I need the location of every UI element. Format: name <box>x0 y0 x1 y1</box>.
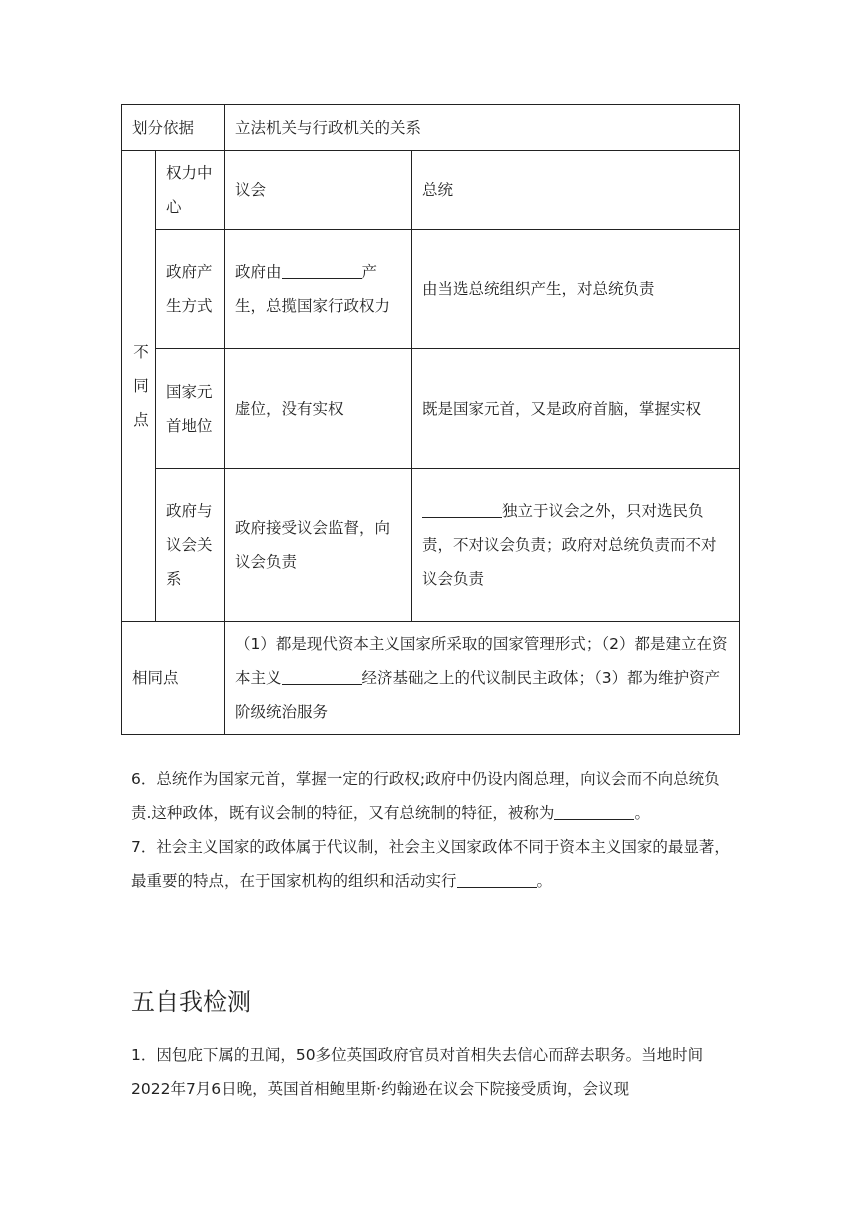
cell-text: 政府由 <box>235 263 282 281</box>
answer-blank <box>422 499 502 518</box>
answer-blank <box>282 666 362 685</box>
basis-label: 划分依据 <box>122 105 225 151</box>
row-label: 国家元首地位 <box>156 349 225 469</box>
paragraph-end: 。 <box>634 804 650 822</box>
diff-label-text: 不同点 <box>133 343 149 429</box>
parliament-cell: 虚位，没有实权 <box>225 349 412 469</box>
diff-label <box>122 151 156 622</box>
cell-text: 经济基础之上的代议制民主政体；（3）都为维护资产阶级统治服务 <box>235 669 721 721</box>
comparison-table <box>121 104 740 735</box>
basis-value: 立法机关与行政机关的关系 <box>225 105 740 151</box>
row-label: 政府产生方式 <box>156 230 225 349</box>
answer-blank <box>554 801 634 820</box>
cell-text: 独立于议会之外，只对选民负责，不对议会负责；政府对总统负责而不对议会负责 <box>422 502 717 588</box>
paragraph-6 <box>131 762 731 830</box>
table-row-head-of-state <box>122 349 740 469</box>
common-value <box>225 622 740 735</box>
president-cell <box>412 469 740 622</box>
table-row-relation <box>122 469 740 622</box>
paragraph-end: 。 <box>536 872 553 890</box>
answer-blank <box>457 869 537 888</box>
parliament-cell: 政府接受议会监督，向议会负责 <box>225 469 412 622</box>
table-row-common <box>122 622 740 735</box>
question-1: 1．因包庇下属的丑闻，50多位英国政府官员对首相失去信心而辞去职务。当地时间2022年7月6日晚，英国首相鲍里斯·约翰逊在议会下院接受质询，会议现 <box>131 1046 704 1098</box>
common-label: 相同点 <box>122 622 225 735</box>
president-cell: 由当选总统组织产生，对总统负责 <box>412 230 740 349</box>
paragraph-text: 6．总统作为国家元首，掌握一定的行政权;政府中仍设内阁总理，向议会而不向总统负责.这种政体，既有议会制的特征，又有总统制的特征，被称为 <box>131 770 720 822</box>
row-label: 权力中心 <box>156 151 225 230</box>
answer-blank <box>282 260 362 279</box>
table-row-power-center <box>122 151 740 230</box>
parliament-cell <box>225 230 412 349</box>
president-cell: 既是国家元首，又是政府首脑，掌握实权 <box>412 349 740 469</box>
parliament-cell: 议会 <box>225 151 412 230</box>
row-label: 政府与议会关系 <box>156 469 225 622</box>
section-heading: 五自我检测 <box>131 988 251 1016</box>
cell-text: （1）都是现代资本主义国家所采取的国家管理形式；（2）都是建立在资本主义 <box>235 635 728 687</box>
paragraph-text: 7．社会主义国家的政体属于代议制，社会主义国家政体不同于资本主义国家的最显著，最重要的特点，在于国家机构的组织和活动实行 <box>131 838 730 890</box>
paragraph-7 <box>131 830 731 898</box>
table-row-basis <box>122 105 740 151</box>
cell-text: 产生，总揽国家行政权力 <box>235 263 391 315</box>
table-row-formation <box>122 230 740 349</box>
president-cell: 总统 <box>412 151 740 230</box>
